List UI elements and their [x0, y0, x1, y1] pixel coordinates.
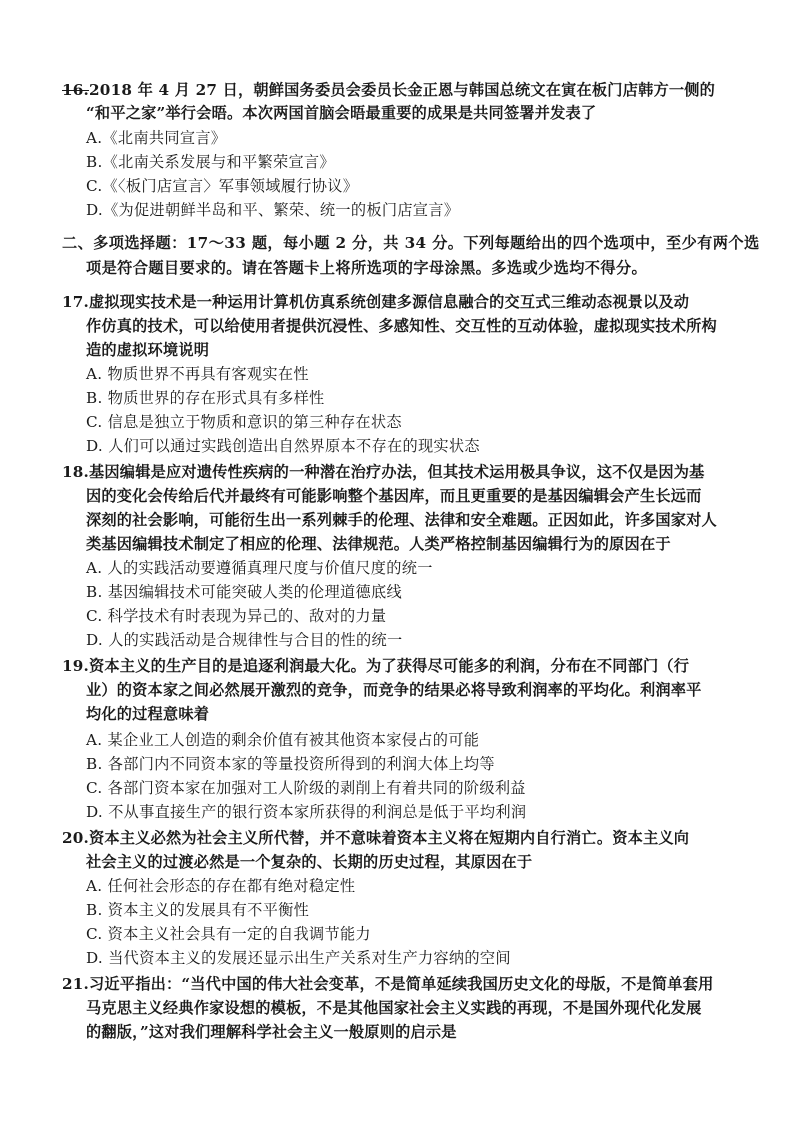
question-stem-line: 均化的过程意味着 [86, 705, 210, 723]
option-d: D. 不从事直接生产的银行资本家所获得的利润总是低于平均利润 [86, 803, 527, 821]
question-stem-line: 资本主义必然为社会主义所代替，并不意味着资本主义将在短期内自行消亡。资本主义向 [89, 829, 690, 847]
question-stem-line: “和平之家”举行会晤。本次两国首脑会晤最重要的成果是共同签署并发表了 [86, 104, 597, 122]
option-a: A. 人的实践活动要遵循真理尺度与价值尺度的统一 [86, 559, 433, 577]
question-stem-line: 马克思主义经典作家设想的模板，不是其他国家社会主义实践的再现，不是国外现代化发展 [86, 999, 702, 1017]
section-header-line: 项是符合题目要求的。请在答题卡上将所选项的字母涂黑。多选或少选均不得分。 [86, 259, 648, 277]
question-number: 17. [62, 293, 90, 311]
question-stem-line: 作仿真的技术，可以给使用者提供沉浸性、多感知性、交互性的互动体验，虚拟现实技术所构 [86, 317, 717, 335]
question-stem-line: 基因编辑是应对遗传性疾病的一种潜在治疗办法，但其技术运用极具争议，这不仅是因为基 [89, 463, 705, 481]
question-number: 16. [62, 81, 90, 99]
option-b: B.《北南关系发展与和平繁荣宣言》 [86, 153, 335, 171]
question-stem-line: 业）的资本家之间必然展开激烈的竞争，而竞争的结果必将导致利润率的平均化。利润率平 [86, 681, 702, 699]
question-stem-line: 资本主义的生产目的是追逐利润最大化。为了获得尽可能多的利润，分布在不同部门（行 [89, 657, 690, 675]
option-d: D.《为促进朝鲜半岛和平、繁荣、统一的板门店宣言》 [86, 201, 460, 219]
option-b: B. 各部门内不同资本家的等量投资所得到的利润大体上均等 [86, 755, 495, 773]
option-d: D. 当代资本主义的发展还显示出生产关系对生产力容纳的空间 [86, 949, 511, 967]
option-a: A. 任何社会形态的存在都有绝对稳定性 [86, 877, 356, 895]
question-stem-line: 社会主义的过渡必然是一个复杂的、长期的历史过程，其原因在于 [86, 853, 533, 871]
option-b: B. 资本主义的发展具有不平衡性 [86, 901, 310, 919]
option-d: D. 人的实践活动是合规律性与合目的性的统一 [86, 631, 403, 649]
question-stem-line: 2018 年 4 月 27 日，朝鲜国务委员会委员长金正恩与韩国总统文在寅在板门店韩方一侧的 [89, 81, 716, 99]
option-c: C. 资本主义社会具有一定的自我调节能力 [86, 925, 371, 943]
question-stem-line: 类基因编辑技术制定了相应的伦理、法律规范。人类严格控制基因编辑行为的原因在于 [86, 535, 671, 553]
option-c: C. 科学技术有时表现为异己的、敌对的力量 [86, 607, 387, 625]
question-stem-line: 因的变化会传给后代并最终有可能影响整个基因库，而且更重要的是基因编辑会产生长远而 [86, 487, 702, 505]
option-c: C. 各部门资本家在加强对工人阶级的剥削上有着共同的阶级利益 [86, 779, 526, 797]
question-stem-line: 深刻的社会影响，可能衍生出一系列棘手的伦理、法律和安全难题。正因如此，许多国家对人 [86, 511, 717, 529]
question-stem-line: 的翻版，”这对我们理解科学社会主义一般原则的启示是 [86, 1023, 457, 1041]
option-b: B. 基因编辑技术可能突破人类的伦理道德底线 [86, 583, 402, 601]
question-stem-line: 虚拟现实技术是一种运用计算机仿真系统创建多源信息融合的交互式三维动态视景以及动 [89, 293, 690, 311]
section-header-line: 二、多项选择题：17～33 题，每小题 2 分，共 34 分。下列每题给出的四个选项中，至少有两个选 [62, 234, 760, 252]
option-d: D. 人们可以通过实践创造出自然界原本不存在的现实状态 [86, 437, 480, 455]
question-number: 18. [62, 463, 90, 481]
option-b: B. 物质世界的存在形式具有多样性 [86, 389, 325, 407]
option-a: A.《北南共同宣言》 [86, 129, 227, 147]
option-a: A. 物质世界不再具有客观实在性 [86, 365, 309, 383]
option-c: C. 信息是独立于物质和意识的第三种存在状态 [86, 413, 402, 431]
question-stem-line: 造的虚拟环境说明 [86, 341, 210, 359]
question-number: 20. [62, 829, 90, 847]
option-a: A. 某企业工人创造的剩余价值有被其他资本家侵占的可能 [86, 731, 480, 749]
question-number: 21. [62, 975, 90, 993]
question-number: 19. [62, 657, 90, 675]
option-c: C.《〈板门店宣言〉军事领域履行协议》 [86, 177, 359, 195]
question-stem-line: 习近平指出：“当代中国的伟大社会变革，不是简单延续我国历史文化的母版，不是简单套用 [89, 975, 714, 993]
